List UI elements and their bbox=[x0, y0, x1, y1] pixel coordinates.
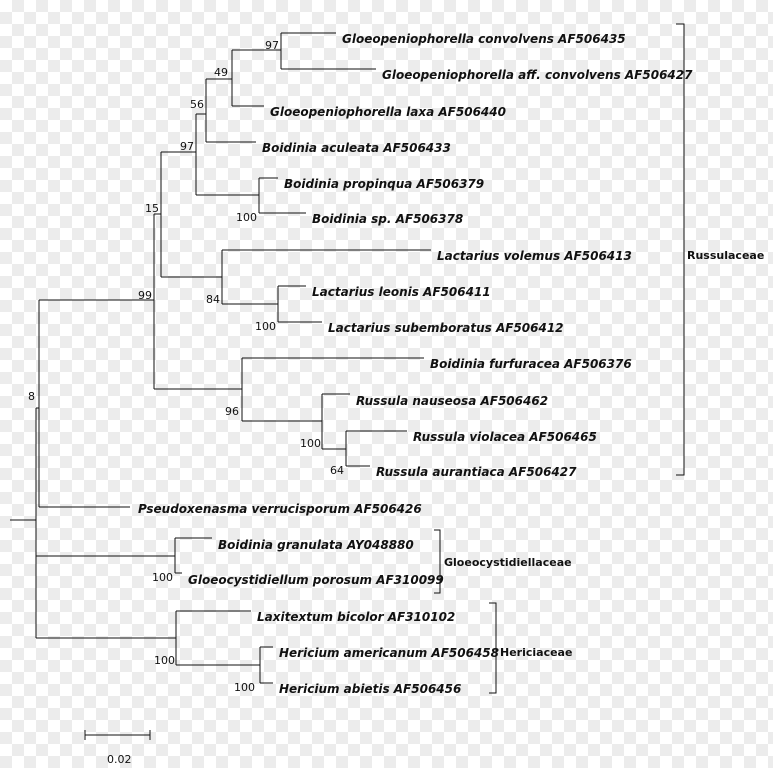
node-100d-branch bbox=[176, 647, 260, 683]
taxon-label: Russula violacea AF506465 bbox=[413, 430, 597, 444]
bootstrap-value: 64 bbox=[330, 464, 344, 477]
taxon-label: Lactarius leonis AF506411 bbox=[312, 285, 491, 299]
taxon-label: Pseudoxenasma verrucisporum AF506426 bbox=[138, 502, 422, 516]
node-100b-branch bbox=[222, 286, 278, 322]
taxon-labels bbox=[138, 32, 693, 696]
bootstrap-value: 100 bbox=[236, 211, 257, 224]
scale-bar-label: 0.02 bbox=[107, 753, 132, 766]
node-100a-branch bbox=[196, 178, 259, 213]
bootstrap-value: 56 bbox=[190, 98, 204, 111]
scale-bar bbox=[85, 730, 150, 766]
bootstrap-value: 97 bbox=[265, 39, 279, 52]
bootstrap-value: 100 bbox=[154, 654, 175, 667]
taxon-label: Boidinia sp. AF506378 bbox=[312, 212, 464, 226]
taxon-label: Lactarius subemboratus AF506412 bbox=[328, 321, 564, 335]
family-label: Hericiaceae bbox=[500, 646, 573, 659]
taxon-label: Lactarius volemus AF506413 bbox=[437, 249, 632, 263]
bootstrap-value: 84 bbox=[206, 293, 220, 306]
bootstrap-value: 8 bbox=[28, 390, 35, 403]
taxon-label: Boidinia aculeata AF506433 bbox=[262, 141, 451, 155]
bootstrap-value: 49 bbox=[214, 66, 228, 79]
node-99-branch bbox=[39, 214, 154, 389]
bootstrap-value: 100 bbox=[255, 320, 276, 333]
bootstrap-value: 100 bbox=[234, 681, 255, 694]
bootstrap-value: 99 bbox=[138, 289, 152, 302]
taxon-label: Hericium abietis AF506456 bbox=[279, 682, 462, 696]
taxon-label: Russula aurantiaca AF506427 bbox=[376, 465, 577, 479]
taxon-label: Gloeocystidiellum porosum AF310099 bbox=[188, 573, 444, 587]
taxon-label: Boidinia granulata AY048880 bbox=[218, 538, 414, 552]
gloeocystidiellaceae-stem bbox=[36, 538, 175, 573]
scale-bar-line bbox=[85, 730, 150, 740]
taxon-label: Gloeopeniophorella aff. convolvens AF506427 bbox=[382, 68, 693, 82]
family-label: Russulaceae bbox=[687, 249, 765, 262]
node-64-branch bbox=[322, 431, 346, 466]
bootstrap-value: 15 bbox=[145, 202, 159, 215]
bootstrap-values bbox=[28, 39, 344, 694]
taxon-label: Boidinia furfuracea AF506376 bbox=[430, 357, 632, 371]
taxon-label: Boidinia propinqua AF506379 bbox=[284, 177, 485, 191]
taxon-label: Laxitextum bicolor AF310102 bbox=[257, 610, 456, 624]
taxon-label: Hericium americanum AF506458 bbox=[279, 646, 499, 660]
taxon-label: Gloeopeniophorella convolvens AF506435 bbox=[342, 32, 626, 46]
bootstrap-value: 96 bbox=[225, 405, 239, 418]
node-97b-branch bbox=[161, 114, 196, 195]
family-label: Gloeocystidiellaceae bbox=[444, 556, 572, 569]
russulaceae-bracket bbox=[676, 24, 684, 475]
bootstrap-value: 100 bbox=[152, 571, 173, 584]
bootstrap-value: 97 bbox=[180, 140, 194, 153]
taxon-label: Gloeopeniophorella laxa AF506440 bbox=[270, 105, 506, 119]
taxon-label: Russula nauseosa AF506462 bbox=[356, 394, 549, 408]
bootstrap-value: 100 bbox=[300, 437, 321, 450]
